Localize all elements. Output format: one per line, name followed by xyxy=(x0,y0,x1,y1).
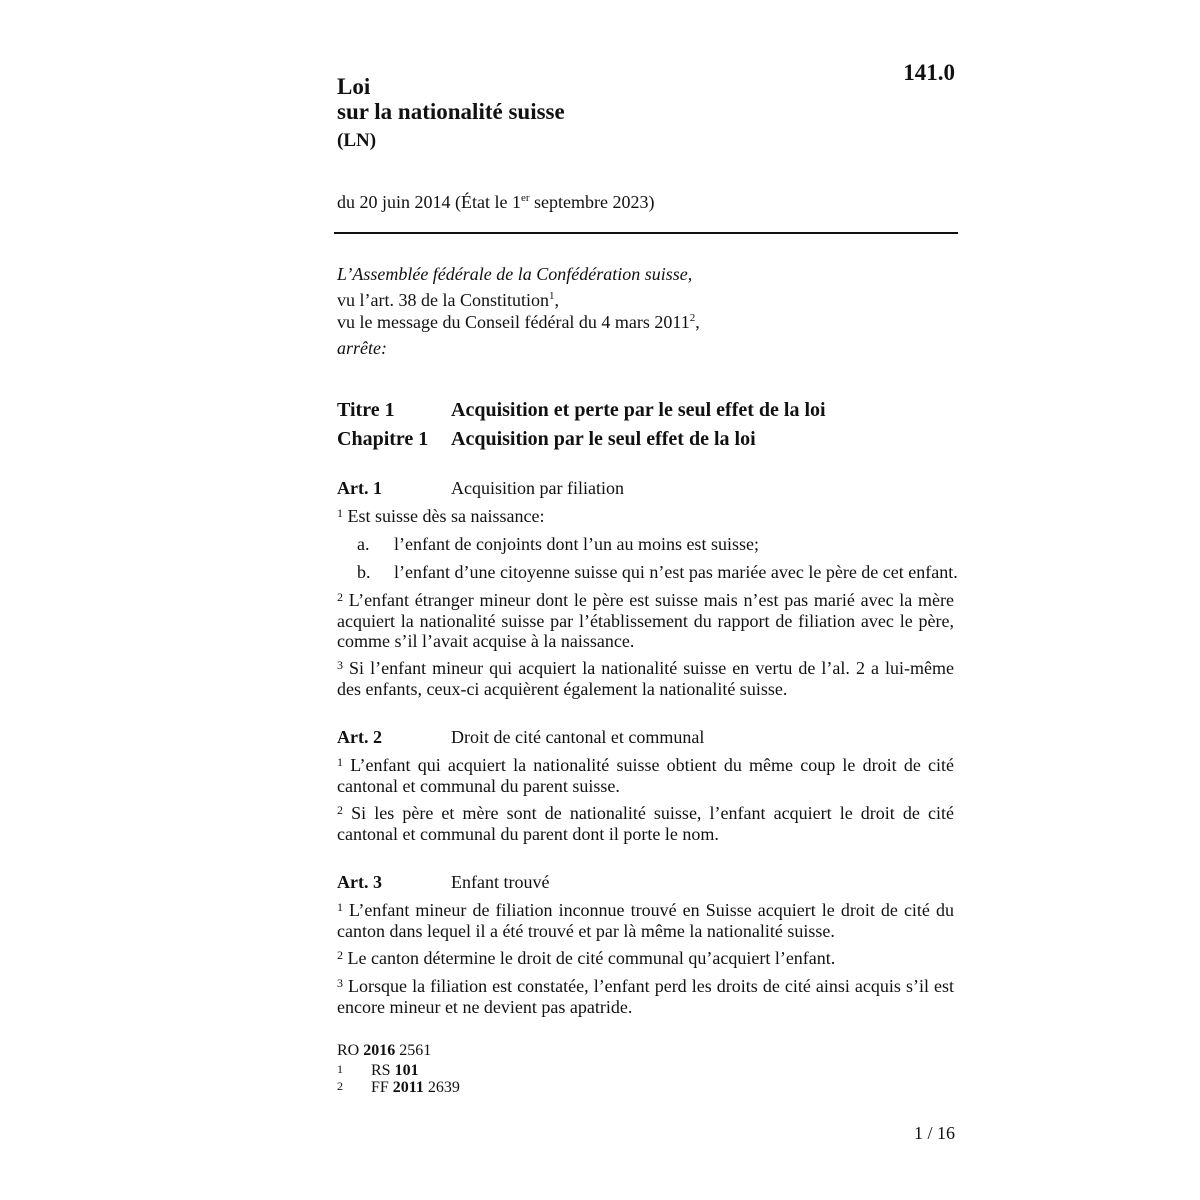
title-1-heading: Acquisition et perte par le seul effet de la loi xyxy=(451,399,826,421)
preamble-decree: arrête: xyxy=(337,338,387,358)
date-line: du 20 juin 2014 (État le 1er septembre 2023) xyxy=(337,192,655,212)
article-3-paragraph-3: $^3$ Lorsque la filiation est constatée, l’enfant perd les droits de cité ainsi acquis s’il est encore mineur et ne devient pas apatride. xyxy=(337,976,954,1017)
article-1-item-a: l’enfant de conjoints dont l’un au moins est suisse; xyxy=(394,534,759,554)
article-2-label: Art. 2 xyxy=(337,727,382,747)
article-1-item-b: l’enfant d’une citoyenne suisse qui n’est pas mariée avec le père de cet enfant. xyxy=(394,562,958,582)
article-3-paragraph-1: $^1$ L’enfant mineur de filiation inconnue trouvé en Suisse acquiert le droit de cité du canton dans lequel il a été trouvé et par là même la nationalité suisse. xyxy=(337,900,954,941)
footnote-ref-2[interactable]: 2 xyxy=(689,312,696,324)
chapter-1-heading: Acquisition par le seul effet de la loi xyxy=(451,428,756,450)
article-1-label: Art. 1 xyxy=(337,478,382,498)
title-1-label: Titre 1 xyxy=(337,399,395,421)
article-1-paragraph-3: $^3$ Si l’enfant mineur qui acquiert la nationalité suisse en vertu de l’al. 2 a lui-même des enfants, ceux-ci acquièrent également la nationalité suisse. xyxy=(337,658,954,699)
preamble-assembly: L’Assemblée fédérale de la Confédération suisse, xyxy=(337,264,693,284)
footnote-ref-1[interactable]: 1 xyxy=(548,290,555,302)
preamble-message: vu le message du Conseil fédéral du 4 mars 2011$^2$, xyxy=(337,312,700,332)
page-number: 1 / 16 xyxy=(913,1123,955,1143)
article-2-heading: Droit de cité cantonal et communal xyxy=(451,727,705,747)
document-number: 141.0 xyxy=(903,60,955,85)
article-3-label: Art. 3 xyxy=(337,872,382,892)
preamble-constitution: vu l’art. 38 de la Constitution$^1$, xyxy=(337,290,559,310)
official-compilation-reference: RO 2016 2561 xyxy=(337,1042,432,1059)
title-abbreviation: (LN) xyxy=(337,130,377,151)
article-2-paragraph-2: $^2$ Si les père et mère sont de nationalité suisse, l’enfant acquiert le droit de cité cantonal et communal du parent dont il porte le nom. xyxy=(337,803,954,844)
article-1-item-b-marker: b. xyxy=(357,562,371,582)
header-rule xyxy=(334,232,958,234)
article-1-item-a-marker: a. xyxy=(357,534,370,554)
footnote-2-number: 2 xyxy=(337,1079,343,1093)
article-3-paragraph-2: $^2$ Le canton détermine le droit de cité communal qu’acquiert l’enfant. xyxy=(337,948,836,968)
article-2-paragraph-1: $^1$ L’enfant qui acquiert la nationalité suisse obtient du même coup le droit de cité cantonal et communal du parent suisse. xyxy=(337,755,954,796)
title-line-2: sur la nationalité suisse xyxy=(337,99,565,124)
footnote-1-number: 1 xyxy=(337,1062,343,1076)
article-1-heading: Acquisition par filiation xyxy=(451,478,624,498)
article-3-heading: Enfant trouvé xyxy=(451,872,550,892)
article-1-paragraph-2: $^2$ L’enfant étranger mineur dont le père est suisse mais n’est pas marié avec la mère acquiert la nationalité suisse par l’établissement du rapport de filiation avec le père, comme s’il l’avait acquise à la naissance. xyxy=(337,590,954,651)
title-line-1: Loi xyxy=(337,74,371,99)
footnote-1-text: RS 101 xyxy=(371,1062,419,1079)
article-1-paragraph-1: $^1$ Est suisse dès sa naissance: xyxy=(337,506,545,526)
chapter-1-label: Chapitre 1 xyxy=(337,428,429,450)
footnote-2-text: FF 2011 2639 xyxy=(371,1079,460,1096)
